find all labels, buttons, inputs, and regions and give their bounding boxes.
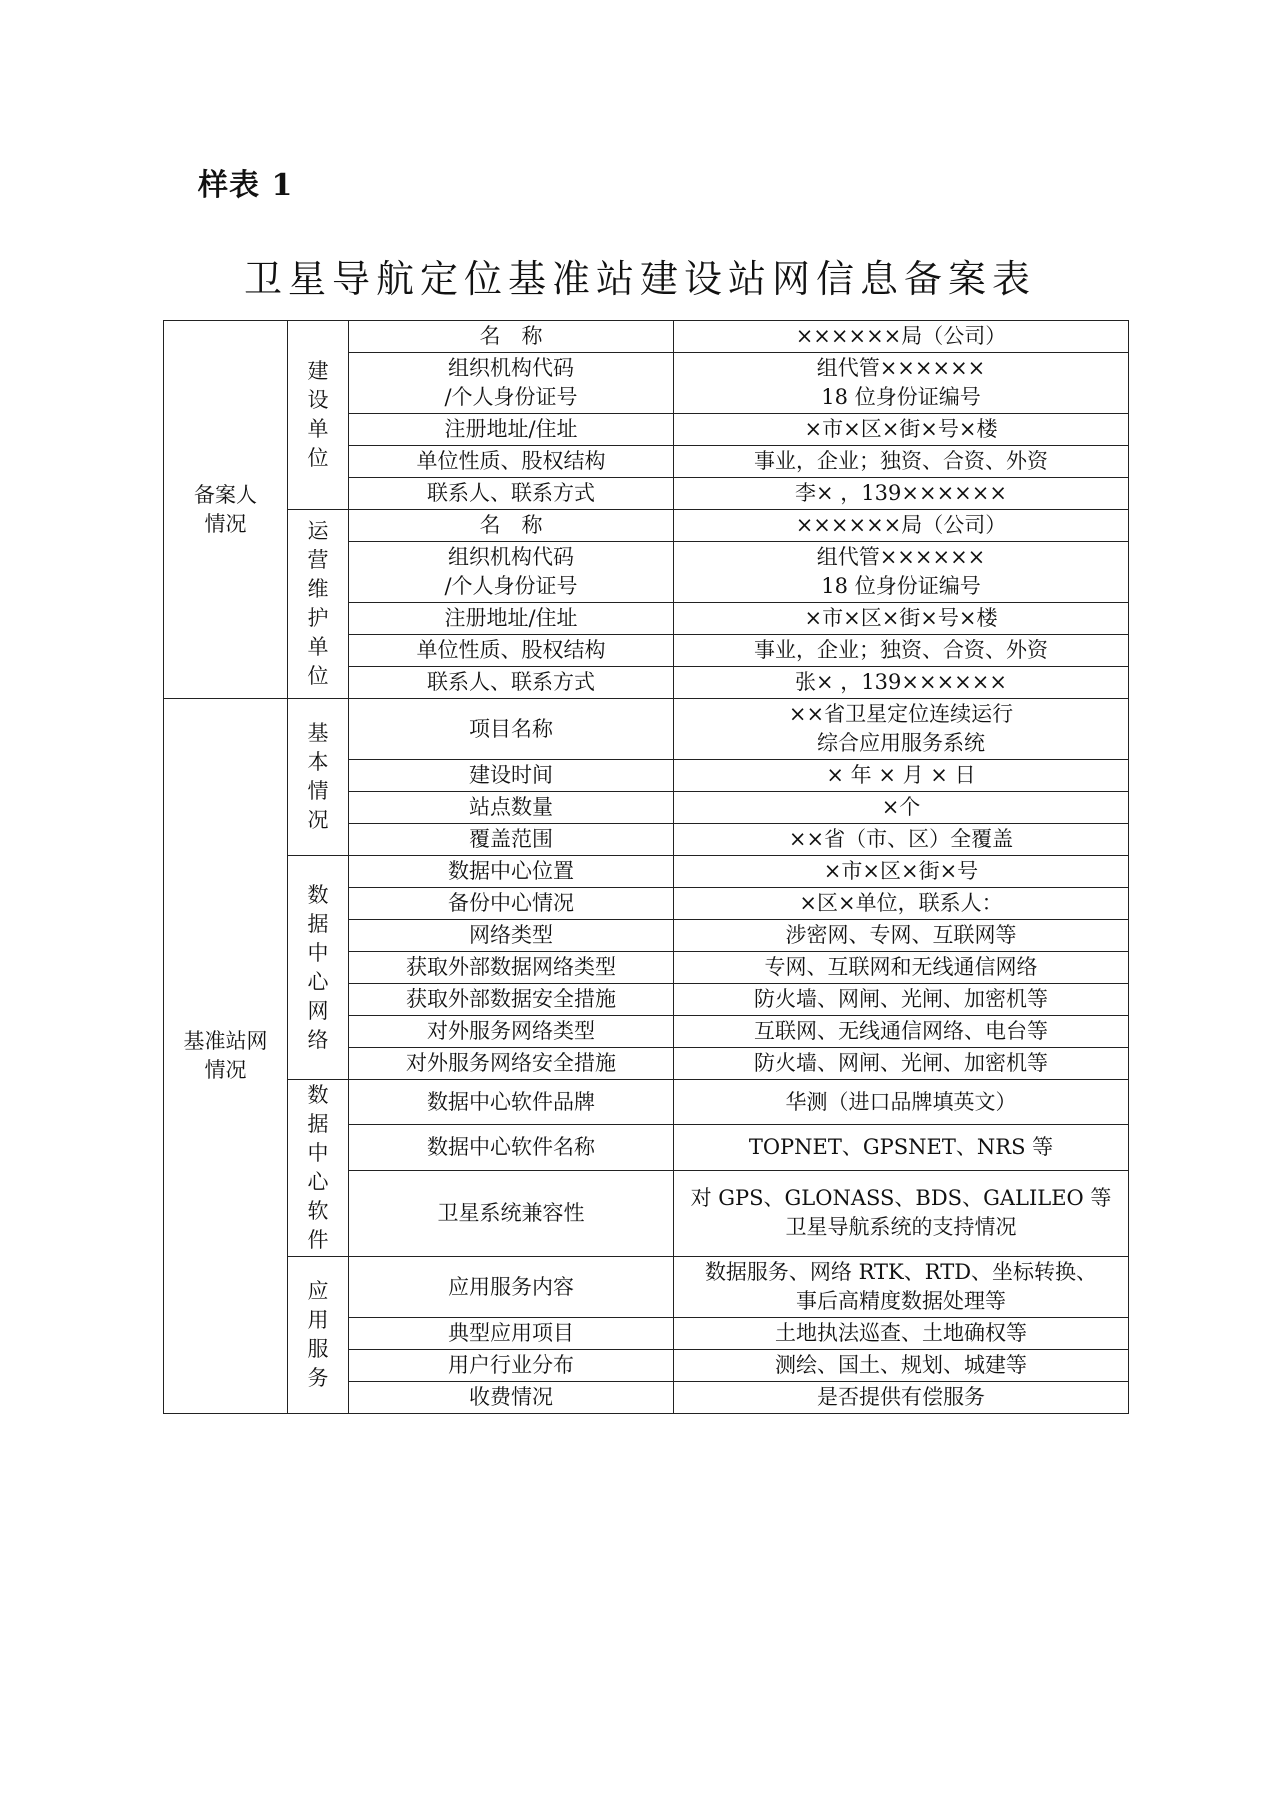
field-label: [349, 321, 674, 353]
field-label-line: 名 称: [479, 513, 543, 537]
field-value-line: ××省（市、区）全覆盖: [788, 827, 1014, 851]
field-label: [349, 1382, 674, 1414]
field-value-line: 防火墙、网闸、光闸、加密机等: [754, 987, 1048, 1011]
group-label-char: 情: [307, 779, 329, 803]
field-value-line: ××省卫星定位连续运行: [788, 702, 1014, 726]
sample-label: 样表 1: [198, 168, 294, 203]
field-label-line: 建设时间: [469, 763, 553, 787]
table-row: [164, 510, 1129, 542]
field-label: [349, 888, 674, 920]
table-row: [164, 321, 1129, 353]
group-label: [288, 699, 349, 856]
group-label-char: 况: [307, 808, 329, 832]
field-label-line: 联系人、联系方式: [427, 481, 595, 505]
group-label-char: 维: [307, 577, 329, 601]
group-label: [288, 321, 349, 510]
field-value-line: 测绘、国土、规划、城建等: [775, 1353, 1027, 1377]
field-value: [674, 1016, 1129, 1048]
field-label-line: 单位性质、股权结构: [416, 449, 606, 473]
field-value-line: 事后高精度数据处理等: [796, 1289, 1006, 1313]
field-label: [349, 603, 674, 635]
table-row: [164, 1257, 1129, 1318]
field-value: [674, 1318, 1129, 1350]
field-value: [674, 1350, 1129, 1382]
group-label: [288, 510, 349, 699]
field-value: [674, 353, 1129, 414]
field-label: [349, 667, 674, 699]
field-value-line: 防火墙、网闸、光闸、加密机等: [754, 1051, 1048, 1075]
field-label-line: 覆盖范围: [469, 827, 553, 851]
group-label-char: 据: [307, 1112, 329, 1136]
field-value: [674, 856, 1129, 888]
section-label: [164, 699, 288, 1414]
field-label-line: /个人身份证号: [444, 574, 578, 598]
group-label: [288, 856, 349, 1080]
field-label-line: 对外服务网络安全措施: [406, 1051, 616, 1075]
group-label-char: 软: [307, 1199, 329, 1223]
field-value: [674, 478, 1129, 510]
field-label-line: 获取外部数据网络类型: [406, 955, 616, 979]
group-label-char: 件: [307, 1228, 329, 1252]
field-label-line: 项目名称: [469, 716, 553, 741]
field-value-line: TOPNET、GPSNET、NRS 等: [748, 1134, 1054, 1159]
field-value: [674, 1125, 1129, 1170]
field-value-line: ×市×区×街×号×楼: [804, 417, 998, 441]
field-label-line: /个人身份证号: [444, 385, 578, 409]
group-label-char: 心: [307, 969, 329, 994]
field-value: [674, 1170, 1129, 1256]
group-label-char: 中: [307, 940, 329, 965]
field-value: [674, 446, 1129, 478]
group-label-char: 营: [307, 548, 329, 572]
field-value: [674, 542, 1129, 603]
field-value: [674, 635, 1129, 667]
field-label-line: 名 称: [479, 324, 543, 348]
group-label-char: 务: [307, 1366, 329, 1390]
field-value-line: ×市×区×街×号: [823, 859, 979, 883]
group-label-char: 设: [307, 388, 329, 412]
group-label-char: 位: [307, 664, 329, 688]
field-value-line: × 年 × 月 × 日: [826, 763, 976, 787]
field-label: [349, 446, 674, 478]
field-label: [349, 1016, 674, 1048]
field-value-line: ××××××局（公司）: [795, 513, 1007, 537]
field-label-line: 收费情况: [469, 1385, 553, 1409]
field-label-line: 注册地址/住址: [444, 606, 578, 630]
field-label: [349, 1125, 674, 1170]
field-label-line: 注册地址/住址: [444, 417, 578, 441]
field-label: [349, 635, 674, 667]
group-label: [288, 1257, 349, 1414]
field-value: [674, 1048, 1129, 1080]
field-value: [674, 952, 1129, 984]
field-value: [674, 760, 1129, 792]
field-label: [349, 1257, 674, 1318]
field-value-line: 李× ，139××××××: [795, 481, 1007, 505]
field-label-line: 站点数量: [469, 795, 553, 819]
group-label-char: 数: [307, 882, 329, 907]
field-label: [349, 984, 674, 1016]
group-label-char: 网: [307, 998, 329, 1023]
field-value: [674, 888, 1129, 920]
field-label: [349, 824, 674, 856]
field-label-line: 组织机构代码: [448, 356, 574, 380]
group-label-char: 位: [307, 446, 329, 470]
field-value-line: 组代管××××××: [816, 545, 986, 569]
field-value-line: 组代管××××××: [816, 356, 986, 380]
section-label-line: 备案人: [194, 482, 257, 507]
section-label-line: 基准站网: [183, 1029, 268, 1053]
field-label-line: 联系人、联系方式: [427, 670, 595, 694]
field-label-line: 用户行业分布: [448, 1353, 574, 1377]
field-value-line: 张× ，139××××××: [795, 670, 1007, 694]
field-value: [674, 1382, 1129, 1414]
field-label: [349, 920, 674, 952]
field-label-line: 对外服务网络类型: [427, 1019, 595, 1043]
field-label: [349, 792, 674, 824]
field-label: [349, 1318, 674, 1350]
field-value: [674, 603, 1129, 635]
field-label: [349, 542, 674, 603]
group-label-char: 应: [307, 1279, 329, 1303]
field-value: [674, 510, 1129, 542]
field-value: [674, 920, 1129, 952]
table-row: [164, 699, 1129, 760]
field-value: [674, 792, 1129, 824]
field-value-line: 卫星导航系统的支持情况: [785, 1215, 1017, 1240]
field-value-line: 对 GPS、GLONASS、BDS、GALILEO 等: [690, 1186, 1112, 1211]
field-value-line: 涉密网、专网、互联网等: [785, 923, 1017, 947]
field-label: [349, 510, 674, 542]
field-value-line: 是否提供有偿服务: [817, 1385, 985, 1409]
group-label-char: 单: [307, 635, 329, 659]
group-label-char: 数: [307, 1083, 329, 1107]
field-value: [674, 1257, 1129, 1318]
field-value-line: ×区×单位，联系人：: [799, 891, 1003, 915]
field-label-line: 网络类型: [469, 923, 553, 947]
group-label-char: 建: [307, 359, 329, 383]
registration-table: [163, 320, 1129, 1414]
field-label: [349, 1048, 674, 1080]
field-value-line: 18 位身份证编号: [821, 574, 981, 598]
field-label-line: 单位性质、股权结构: [416, 638, 606, 662]
field-label-line: 数据中心软件品牌: [427, 1089, 595, 1114]
field-label: [349, 353, 674, 414]
field-value-line: 综合应用服务系统: [817, 731, 985, 755]
document-title: 卫星导航定位基准站建设站网信息备案表: [243, 257, 1036, 301]
section-label: [164, 321, 288, 699]
group-label-char: 据: [307, 911, 329, 936]
group-label-char: 络: [307, 1027, 329, 1052]
field-label: [349, 414, 674, 446]
field-value-line: ××××××局（公司）: [795, 324, 1007, 348]
section-label-line: 情况: [204, 1058, 247, 1082]
field-value: [674, 824, 1129, 856]
field-label: [349, 478, 674, 510]
field-label: [349, 760, 674, 792]
group-label-char: 单: [307, 417, 329, 441]
field-label-line: 数据中心位置: [448, 859, 574, 883]
field-value: [674, 1080, 1129, 1125]
field-label: [349, 1080, 674, 1125]
field-label: [349, 952, 674, 984]
field-value: [674, 414, 1129, 446]
field-value-line: 华测（进口品牌填英文）: [785, 1089, 1017, 1114]
field-label-line: 数据中心软件名称: [427, 1134, 595, 1159]
field-label-line: 典型应用项目: [448, 1321, 574, 1345]
field-value-line: 互联网、无线通信网络、电台等: [754, 1019, 1048, 1043]
field-value: [674, 667, 1129, 699]
group-label-char: 中: [307, 1141, 329, 1165]
field-label-line: 备份中心情况: [448, 891, 574, 915]
field-value-line: 18 位身份证编号: [821, 385, 981, 409]
field-label-line: 组织机构代码: [448, 545, 574, 569]
group-label-char: 用: [307, 1308, 329, 1332]
field-value-line: ×个: [881, 795, 921, 819]
group-label-char: 心: [307, 1170, 329, 1194]
group-label-char: 护: [307, 606, 329, 630]
group-label-char: 服: [307, 1337, 329, 1361]
group-label-char: 基: [307, 721, 329, 745]
field-value-line: 专网、互联网和无线通信网络: [764, 955, 1038, 979]
field-label: [349, 1170, 674, 1256]
field-value-line: 事业，企业；独资、合资、外资: [754, 449, 1048, 473]
field-label: [349, 856, 674, 888]
field-value: [674, 699, 1129, 760]
field-value-line: ×市×区×街×号×楼: [804, 606, 998, 630]
field-label-line: 应用服务内容: [448, 1274, 574, 1299]
field-label-line: 卫星系统兼容性: [437, 1200, 585, 1225]
field-value-line: 数据服务、网络 RTK、RTD、坐标转换、: [704, 1260, 1098, 1284]
group-label: [288, 1080, 349, 1257]
field-value-line: 土地执法巡查、土地确权等: [775, 1321, 1027, 1345]
field-label-line: 获取外部数据安全措施: [406, 987, 616, 1011]
group-label-char: 本: [307, 750, 329, 774]
field-value: [674, 321, 1129, 353]
section-label-line: 情况: [204, 511, 247, 536]
field-value-line: 事业，企业；独资、合资、外资: [754, 638, 1048, 662]
field-label: [349, 699, 674, 760]
table-row: [164, 856, 1129, 888]
table-row: [164, 1080, 1129, 1125]
field-label: [349, 1350, 674, 1382]
group-label-char: 运: [307, 519, 329, 543]
field-value: [674, 984, 1129, 1016]
